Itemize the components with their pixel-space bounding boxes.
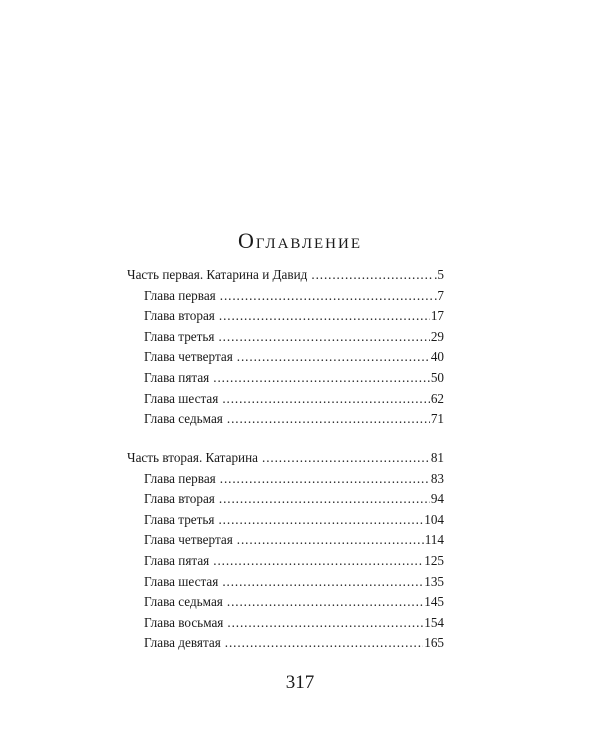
dot-leader (213, 553, 423, 569)
dot-leader (218, 512, 423, 528)
toc-chapter-entry (127, 615, 444, 636)
toc-page-number: 94 (430, 491, 444, 507)
dot-leader (311, 267, 433, 283)
toc-page-number: 114 (424, 532, 444, 548)
toc-page-number: 154 (424, 614, 444, 630)
toc-chapter-title: Глава седьмая (144, 411, 223, 427)
toc-part-1 (127, 267, 444, 432)
toc-chapter-title: Глава первая (144, 470, 216, 486)
toc-chapter-title: Глава вторая (144, 308, 215, 324)
toc-page-number: 104 (424, 511, 444, 527)
dot-leader (222, 574, 423, 590)
toc-chapter-title: Глава первая (144, 287, 216, 303)
toc-chapter-title: Глава восьмая (144, 614, 224, 630)
toc-page-number: 81 (430, 450, 444, 465)
toc-chapter-entry (127, 635, 444, 656)
toc-chapter-entry (127, 391, 444, 412)
toc-chapter-entry (127, 512, 444, 533)
dot-leader (213, 370, 430, 386)
toc-chapter-entry (127, 308, 444, 329)
dot-leader (220, 288, 433, 304)
dot-leader (220, 471, 430, 487)
toc-page-number: 71 (430, 411, 444, 427)
toc-chapter-entry (127, 594, 444, 615)
dot-leader (218, 329, 429, 345)
dot-leader (227, 411, 430, 427)
toc-page-number: 62 (430, 390, 444, 406)
toc-part-title: Часть вторая. Катарина (127, 450, 259, 465)
toc-chapter-title: Глава третья (144, 511, 215, 527)
toc-chapter-entry (127, 574, 444, 595)
toc-chapter-title: Глава третья (144, 328, 215, 344)
dot-leader (237, 349, 430, 365)
toc-page-number: .5 (434, 267, 444, 282)
dot-leader (219, 308, 430, 324)
toc-page-number: 17 (430, 308, 444, 324)
toc-page-number: .7 (434, 287, 444, 303)
toc-chapter-entry (127, 553, 444, 574)
toc-chapter-title: Глава пятая (144, 369, 210, 385)
dot-leader (219, 491, 430, 507)
toc-chapter-title: Глава седьмая (144, 594, 223, 610)
toc-page-number: 135 (424, 573, 444, 589)
toc-chapter-entry (127, 349, 444, 370)
toc-page-number: 40 (430, 349, 444, 365)
toc-chapter-title: Глава четвертая (144, 532, 233, 548)
toc-chapter-title: Глава шестая (144, 390, 219, 406)
dot-leader (222, 391, 430, 407)
toc-chapter-title: Глава девятая (144, 635, 221, 651)
page-number-folio: 317 (285, 672, 315, 693)
dot-leader (227, 594, 423, 610)
toc-chapter-entry (127, 329, 444, 350)
dot-leader (227, 615, 423, 631)
toc-page-number: 29 (430, 328, 444, 344)
toc-part-entry (127, 450, 444, 471)
toc-heading: Оглавление (237, 228, 363, 253)
toc-chapter-entry (127, 411, 444, 432)
toc-chapter-entry (127, 471, 444, 492)
toc-part-title: Часть первая. Катарина и Давид (127, 267, 308, 282)
toc-chapter-title: Глава пятая (144, 552, 210, 568)
toc-page-number: 125 (424, 552, 444, 568)
toc-chapter-entry (127, 532, 444, 553)
toc-chapter-title: Глава вторая (144, 491, 215, 507)
dot-leader (262, 450, 430, 466)
toc-page-number: 165 (424, 635, 444, 651)
toc-chapter-entry (127, 491, 444, 512)
toc-chapter-entry (127, 370, 444, 391)
toc-part-2 (127, 450, 444, 656)
toc-chapter-title: Глава четвертая (144, 349, 233, 365)
toc-page-number: 83 (430, 470, 444, 486)
dot-leader (237, 532, 424, 548)
toc-chapter-entry (127, 288, 444, 309)
toc-part-entry (127, 267, 444, 288)
toc-chapter-title: Глава шестая (144, 573, 219, 589)
toc-page-number: 50 (430, 369, 444, 385)
toc-page-number: 145 (424, 594, 444, 610)
dot-leader (225, 635, 423, 651)
